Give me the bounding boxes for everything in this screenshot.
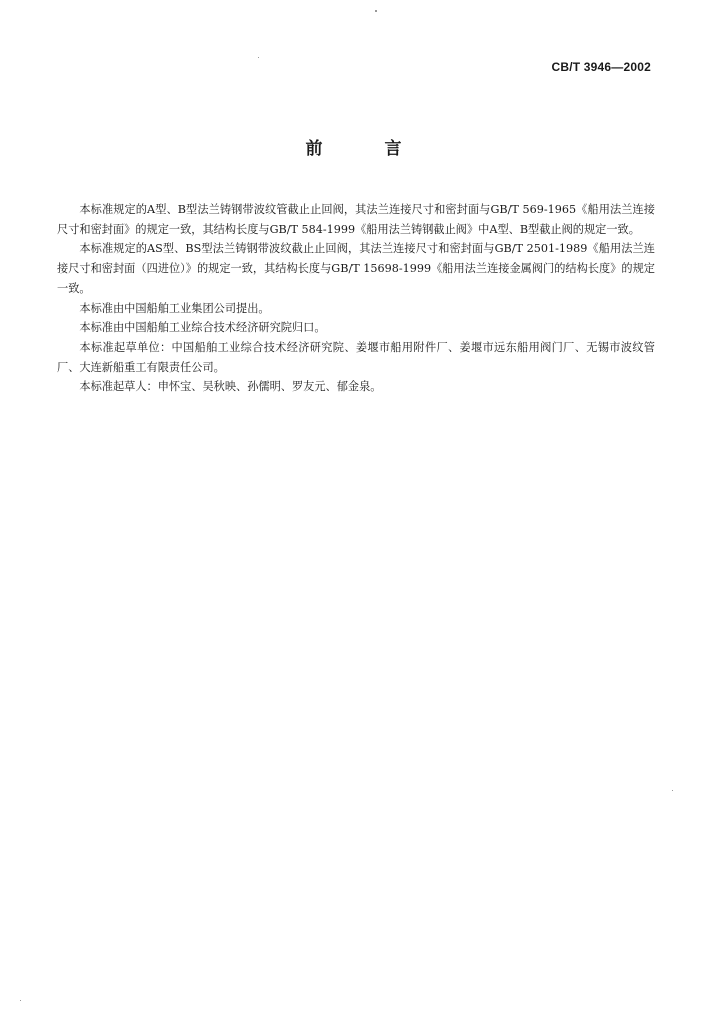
standard-code: CB/T 3946—2002 bbox=[551, 60, 651, 74]
paragraph-drafters: 本标准起草人：申怀宝、吴秋映、孙儒明、罗友元、郁金泉。 bbox=[79, 380, 382, 394]
paragraph-type-ab: 本标准规定的A型、B型法兰铸钢带波纹管截止止回阀，其法兰连接尺寸和密封面与GB/T 569-1965《船用法兰连接尺寸和密封面》的规定一致，其结构长度与GB/T 584-1999《船用法兰铸钢截止阀》中A型、B型截止阀的规定一致。 bbox=[57, 203, 655, 236]
foreword-body bbox=[57, 200, 655, 397]
paragraph-drafting-units: 本标准起草单位：中国船舶工业综合技术经济研究院、姜堰市船用附件厂、姜堰市远东船用阀门厂、无锡市波纹管厂、大连新船重工有限责任公司。 bbox=[57, 340, 655, 374]
paragraph-responsible-unit: 本标准由中国船舶工业综合技术经济研究院归口。 bbox=[79, 321, 326, 335]
paragraph-proposer: 本标准由中国船舶工业集团公司提出。 bbox=[79, 301, 270, 315]
paragraph-type-as-bs: 本标准规定的AS型、BS型法兰铸钢带波纹截止止回阀，其法兰连接尺寸和密封面与GB/T 2501-1989《船用法兰连接尺寸和密封面（四进位）》的规定一致，其结构长度与GB/T 15698-1999《船用法兰连接金属阀门的结构长度》的规定一致。 bbox=[57, 242, 655, 295]
scan-speck bbox=[258, 57, 259, 58]
page-title: 前 言 bbox=[305, 139, 430, 159]
scan-speck bbox=[20, 1000, 21, 1001]
scan-speck bbox=[672, 790, 673, 791]
scan-speck bbox=[375, 10, 377, 12]
